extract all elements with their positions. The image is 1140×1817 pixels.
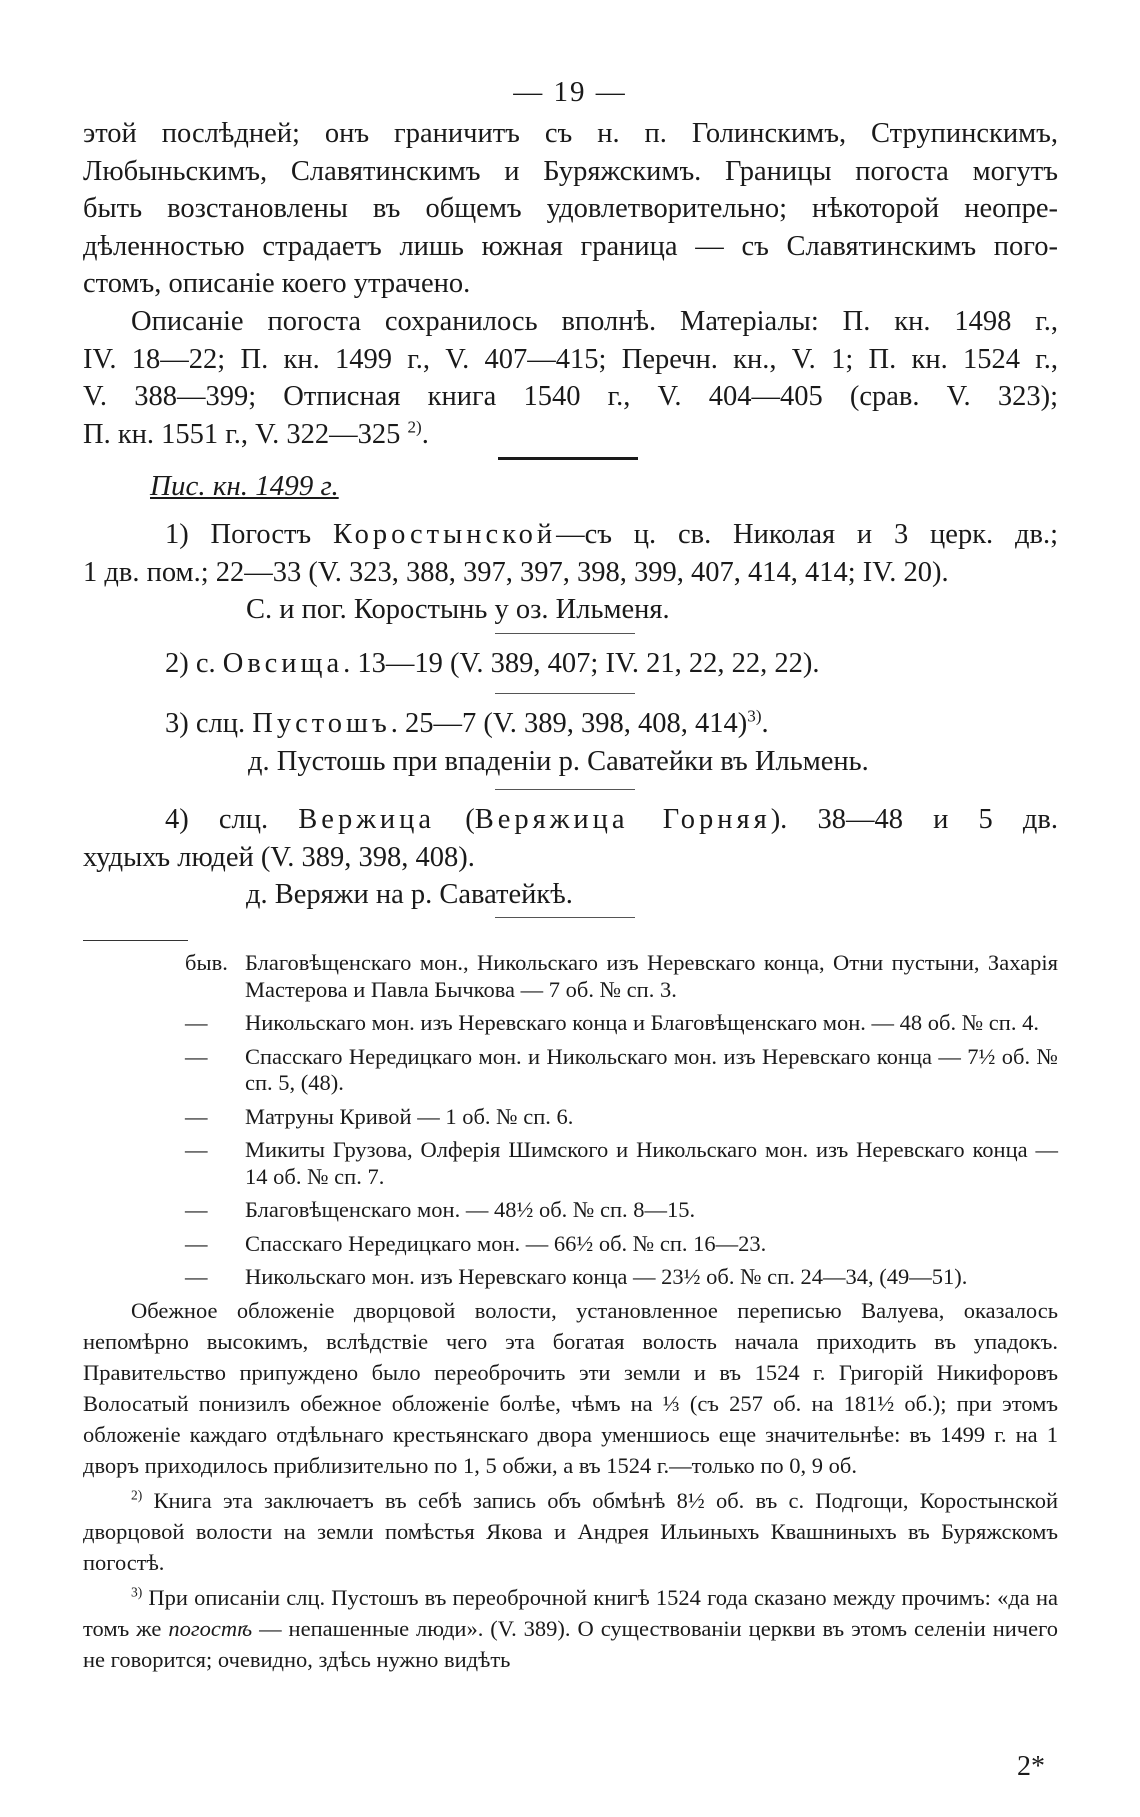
- footnote-ref: 3): [747, 706, 762, 726]
- list-item: — Спасскаго Нередицкаго мон. — 66½ об. № сп. 16—23.: [185, 1230, 767, 1256]
- place-name: Овсища: [222, 648, 344, 679]
- entry-divider: [495, 789, 635, 790]
- modern-name: С. и пог. Коростынь у оз. Ильменя.: [246, 594, 670, 625]
- text-line: стомъ, описаніе коего утрачено.: [83, 268, 471, 299]
- page-number: — 19 —: [513, 76, 627, 108]
- intro-paragraph: [83, 115, 1058, 303]
- text-line: этой послѣдней; онъ граничитъ съ н. п. Голинскимъ, Струпинскимъ,: [83, 118, 1058, 149]
- entry-divider: [495, 633, 635, 634]
- text-line: Любыньскимъ, Славятинскимъ и Буряжскимъ. Границы погоста могутъ: [83, 155, 1058, 187]
- entry-2: 2) с. Овсища. 13—19 (V. 389, 407; IV. 21, 22, 22, 22).: [165, 648, 820, 679]
- list-item: — Микиты Грузова, Олферія Шимского и Никольскаго мон. изъ Неревскаго конца — 14 об. № сп. 7.: [185, 1137, 1058, 1189]
- entry-line: 1) Погостъ Коростынской—съ ц. св. Николая и 3 церк. дв.;: [165, 519, 1058, 550]
- footnote-separator: [83, 940, 188, 941]
- list-item: — Матруны Кривой — 1 об. № сп. 6.: [185, 1103, 574, 1129]
- text-line: V. 388—399; Отписная книга 1540 г., V. 404—405 (срав. V. 323);: [83, 381, 1058, 412]
- entry-line: худыхъ людей (V. 389, 398, 408).: [83, 841, 475, 873]
- text-line: П. кн. 1551 г., V. 322—325 $^{2)}$.: [83, 417, 429, 450]
- entry-line: 1 дв. пом.; 22—33 (V. 323, 388, 397, 397, 398, 399, 407, 414, 414; IV. 20).: [83, 556, 949, 588]
- entry-divider: [495, 917, 635, 918]
- place-name: Коростынской: [332, 519, 557, 550]
- footnote-list: [185, 950, 1058, 1298]
- list-item: — Никольскаго мон. изъ Неревскаго конца — 23½ об. № сп. 24—34, (49—51).: [185, 1264, 968, 1289]
- signature-mark: 2*: [1017, 1751, 1045, 1782]
- entry-1: [83, 516, 1058, 629]
- text-line: быть возстановлены въ общемъ удовлетворительно; нѣкоторой неопре-: [83, 193, 1058, 224]
- footnote-ref: 2): [407, 417, 422, 436]
- section-heading: Пис. кн. 1499 г.: [150, 470, 339, 502]
- footnotes: [83, 1295, 1058, 1675]
- entry-line: 4) слц. Вержица (Веряжица Горняя). 38—48 и 5 дв.: [165, 804, 1058, 835]
- place-name: Веряжица Горняя: [474, 804, 771, 835]
- list-item: — Спасскаго Нередицкаго мон. и Никольскаго мон. изъ Неревскаго конца — 7½ об. № сп. 5, (48).: [185, 1043, 1058, 1095]
- list-item: — Никольскаго мон. изъ Неревскаго конца и Благовѣщенскаго мон. — 48 об. № сп. 4.: [185, 1010, 1039, 1035]
- entry-3: 3) слц. Пустошъ. 25—7 (V. 389, 398, 408, 414)$^{3)}$. д. Пустошь при впаденіи р. Саватейки въ Ильмень.: [165, 705, 869, 780]
- text-line: IV. 18—22; П. кн. 1499 г., V. 407—415; Перечн. кн., V. 1; П. кн. 1524 г.,: [83, 343, 1058, 375]
- footnote-paragraph: Обежное обложеніе дворцовой волости, установленное переписью Валуева, оказалось непомѣрно высокимъ, вслѣдствіе чего эта богатая волость начала приходить въ упадокъ. Правительство припуждено было переоброчить эти земли и въ 1524 г. Григорій Никифоровъ Волосатый понизилъ обежное обложеніе болѣе, чѣмъ на ⅓ (съ 257 об. на 181½ об.); при этомъ обложеніе каждаго отдѣльнаго крестьянскаго двора уменшиось еще значительнѣе: въ 1499 г. на 1 дворъ приходилось приблизительно по 1, 5 обжи, а въ 1524 г.—только по 0, 9 об.: [83, 1298, 1058, 1478]
- list-item: быв. Благовѣщенскаго мон., Никольскаго изъ Неревскаго конца, Отни пустыни, Захарія Мастерова и Павла Бычкова — 7 об. № сп. 3.: [185, 950, 1058, 1002]
- place-name: Пустошъ: [252, 708, 391, 739]
- list-item: — Благовѣщенскаго мон. — 48½ об. № сп. 8—15.: [185, 1197, 696, 1222]
- section-divider: [498, 457, 638, 460]
- place-name: Вержица: [298, 804, 436, 835]
- footnote-2: $^{2)}$ Книга эта заключаетъ въ себѣ запись объ обмѣнѣ 8½ об. въ с. Подгощи, Коростынской дворцовой волости на земли помѣстья Якова и Андрея Ильиныхъ Квашниныхъ въ Буряжскомъ погостѣ.: [83, 1487, 1058, 1575]
- text-line: Описаніе погоста сохранилось вполнѣ. Матеріалы: П. кн. 1498 г.,: [131, 306, 1058, 337]
- footnote-3: $^{3)}$ При описаніи слц. Пустошъ въ переоброчной книгѣ 1524 года сказано между прочимъ: «да на томъ же погостѣ — непашенные люди». (V. 389). О существованіи церкви въ этомъ селеніи ничего не говорится; очевидно, здѣсь нужно видѣть: [83, 1584, 1059, 1672]
- modern-name: д. Веряжи на р. Саватейкѣ.: [246, 879, 573, 910]
- materials-paragraph: [83, 303, 1058, 453]
- text-line: дѣленностью страдаетъ лишь южная граница — съ Славятинскимъ пого-: [83, 230, 1058, 262]
- entry-divider: [495, 693, 635, 694]
- entry-4: [83, 801, 1058, 914]
- modern-name: д. Пустошь при впаденіи р. Саватейки въ Ильмень.: [248, 745, 869, 777]
